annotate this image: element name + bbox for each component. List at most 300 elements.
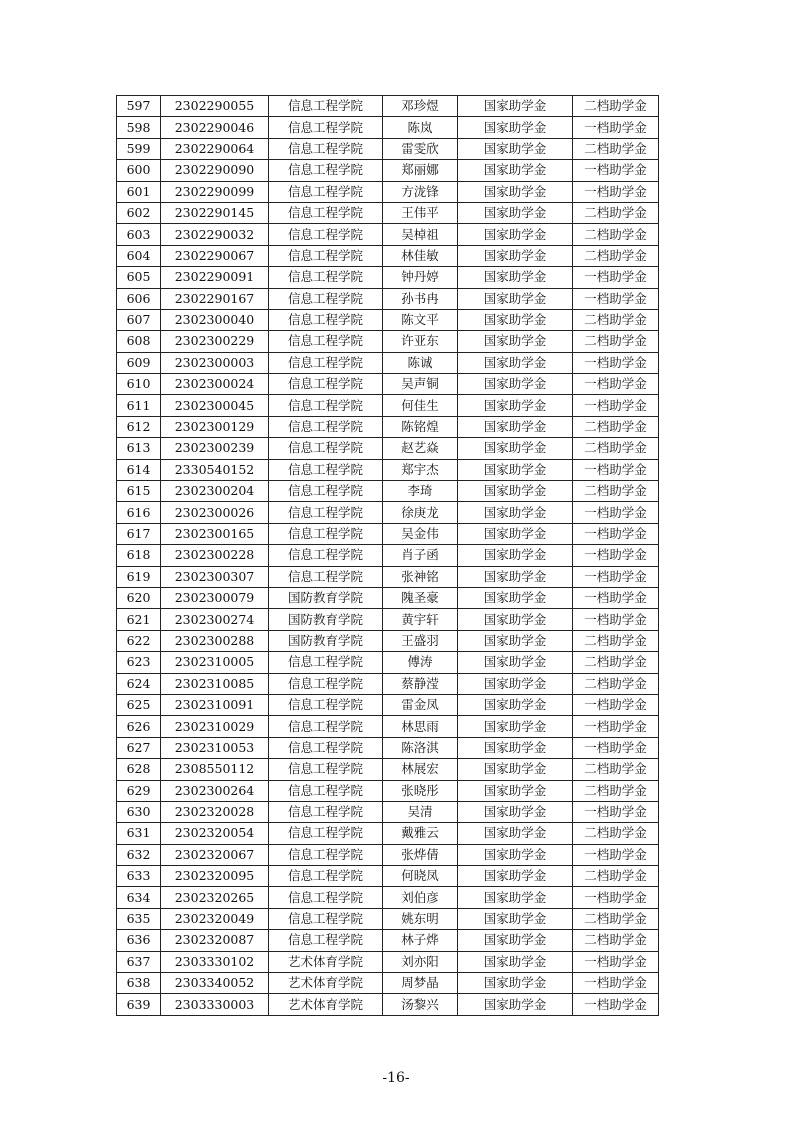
college-cell: 艺术体育学院 bbox=[269, 951, 383, 972]
college-cell: 信息工程学院 bbox=[269, 96, 383, 117]
grant-level-cell: 二档助学金 bbox=[573, 309, 659, 330]
grant-level-cell: 一档助学金 bbox=[573, 545, 659, 566]
student-id-cell: 2302310005 bbox=[161, 652, 269, 673]
grant-type-cell: 国家助学金 bbox=[458, 481, 573, 502]
student-id-cell: 2302300288 bbox=[161, 630, 269, 651]
student-id-cell: 2302300024 bbox=[161, 374, 269, 395]
table-row bbox=[117, 973, 659, 994]
student-id-cell: 2302290091 bbox=[161, 267, 269, 288]
table-row bbox=[117, 716, 659, 737]
table-row bbox=[117, 801, 659, 822]
row-index-cell: 597 bbox=[117, 96, 161, 117]
college-cell: 信息工程学院 bbox=[269, 545, 383, 566]
student-name-cell: 许亚东 bbox=[383, 331, 458, 352]
grant-level-cell: 一档助学金 bbox=[573, 887, 659, 908]
grant-type-cell: 国家助学金 bbox=[458, 224, 573, 245]
row-index-cell: 598 bbox=[117, 117, 161, 138]
grant-level-cell: 一档助学金 bbox=[573, 267, 659, 288]
scholarship-list-table-wrapper bbox=[116, 95, 659, 1016]
grant-type-cell: 国家助学金 bbox=[458, 202, 573, 223]
student-name-cell: 肖子函 bbox=[383, 545, 458, 566]
student-id-cell: 2302290032 bbox=[161, 224, 269, 245]
college-cell: 信息工程学院 bbox=[269, 887, 383, 908]
table-row bbox=[117, 866, 659, 887]
row-index-cell: 635 bbox=[117, 908, 161, 929]
grant-level-cell: 一档助学金 bbox=[573, 395, 659, 416]
table-row bbox=[117, 652, 659, 673]
row-index-cell: 602 bbox=[117, 202, 161, 223]
scholarship-list-table bbox=[116, 95, 659, 1016]
student-id-cell: 2302290064 bbox=[161, 138, 269, 159]
student-name-cell: 吴棹祖 bbox=[383, 224, 458, 245]
college-cell: 信息工程学院 bbox=[269, 930, 383, 951]
student-name-cell: 傅涛 bbox=[383, 652, 458, 673]
student-id-cell: 2302320067 bbox=[161, 844, 269, 865]
row-index-cell: 637 bbox=[117, 951, 161, 972]
college-cell: 信息工程学院 bbox=[269, 673, 383, 694]
student-name-cell: 陈铭煌 bbox=[383, 416, 458, 437]
college-cell: 信息工程学院 bbox=[269, 117, 383, 138]
college-cell: 信息工程学院 bbox=[269, 331, 383, 352]
grant-level-cell: 二档助学金 bbox=[573, 202, 659, 223]
college-cell: 信息工程学院 bbox=[269, 374, 383, 395]
row-index-cell: 615 bbox=[117, 481, 161, 502]
grant-level-cell: 一档助学金 bbox=[573, 374, 659, 395]
grant-level-cell: 二档助学金 bbox=[573, 416, 659, 437]
student-name-cell: 吴金伟 bbox=[383, 523, 458, 544]
row-index-cell: 625 bbox=[117, 694, 161, 715]
row-index-cell: 608 bbox=[117, 331, 161, 352]
student-id-cell: 2302300079 bbox=[161, 587, 269, 608]
student-name-cell: 张烨倩 bbox=[383, 844, 458, 865]
table-row bbox=[117, 994, 659, 1015]
grant-level-cell: 二档助学金 bbox=[573, 673, 659, 694]
row-index-cell: 611 bbox=[117, 395, 161, 416]
row-index-cell: 636 bbox=[117, 930, 161, 951]
student-name-cell: 王盛羽 bbox=[383, 630, 458, 651]
row-index-cell: 633 bbox=[117, 866, 161, 887]
student-name-cell: 郑丽娜 bbox=[383, 160, 458, 181]
student-id-cell: 2302300307 bbox=[161, 566, 269, 587]
student-name-cell: 陈文平 bbox=[383, 309, 458, 330]
student-name-cell: 汤黎兴 bbox=[383, 994, 458, 1015]
row-index-cell: 599 bbox=[117, 138, 161, 159]
student-name-cell: 吴清 bbox=[383, 801, 458, 822]
student-name-cell: 赵艺焱 bbox=[383, 438, 458, 459]
table-row bbox=[117, 673, 659, 694]
student-id-cell: 2302300239 bbox=[161, 438, 269, 459]
student-id-cell: 2302290067 bbox=[161, 245, 269, 266]
grant-type-cell: 国家助学金 bbox=[458, 309, 573, 330]
student-name-cell: 陈岚 bbox=[383, 117, 458, 138]
student-name-cell: 戴雅云 bbox=[383, 823, 458, 844]
grant-level-cell: 二档助学金 bbox=[573, 908, 659, 929]
grant-level-cell: 一档助学金 bbox=[573, 352, 659, 373]
row-index-cell: 626 bbox=[117, 716, 161, 737]
table-row bbox=[117, 759, 659, 780]
student-id-cell: 2302300026 bbox=[161, 502, 269, 523]
grant-level-cell: 一档助学金 bbox=[573, 502, 659, 523]
college-cell: 国防教育学院 bbox=[269, 630, 383, 651]
college-cell: 信息工程学院 bbox=[269, 823, 383, 844]
student-id-cell: 2308550112 bbox=[161, 759, 269, 780]
grant-type-cell: 国家助学金 bbox=[458, 673, 573, 694]
student-id-cell: 2302300165 bbox=[161, 523, 269, 544]
grant-level-cell: 一档助学金 bbox=[573, 716, 659, 737]
grant-type-cell: 国家助学金 bbox=[458, 973, 573, 994]
grant-type-cell: 国家助学金 bbox=[458, 908, 573, 929]
grant-type-cell: 国家助学金 bbox=[458, 887, 573, 908]
table-body bbox=[117, 96, 659, 1016]
student-id-cell: 2302310085 bbox=[161, 673, 269, 694]
grant-type-cell: 国家助学金 bbox=[458, 652, 573, 673]
table-row bbox=[117, 481, 659, 502]
grant-type-cell: 国家助学金 bbox=[458, 523, 573, 544]
college-cell: 信息工程学院 bbox=[269, 759, 383, 780]
row-index-cell: 607 bbox=[117, 309, 161, 330]
table-row bbox=[117, 844, 659, 865]
college-cell: 信息工程学院 bbox=[269, 844, 383, 865]
row-index-cell: 603 bbox=[117, 224, 161, 245]
table-row bbox=[117, 438, 659, 459]
row-index-cell: 616 bbox=[117, 502, 161, 523]
grant-level-cell: 二档助学金 bbox=[573, 759, 659, 780]
table-row bbox=[117, 96, 659, 117]
student-id-cell: 2302310053 bbox=[161, 737, 269, 758]
table-row bbox=[117, 309, 659, 330]
grant-type-cell: 国家助学金 bbox=[458, 951, 573, 972]
row-index-cell: 630 bbox=[117, 801, 161, 822]
row-index-cell: 624 bbox=[117, 673, 161, 694]
row-index-cell: 614 bbox=[117, 459, 161, 480]
student-name-cell: 何晓凤 bbox=[383, 866, 458, 887]
grant-level-cell: 二档助学金 bbox=[573, 652, 659, 673]
student-id-cell: 2303330102 bbox=[161, 951, 269, 972]
row-index-cell: 632 bbox=[117, 844, 161, 865]
student-name-cell: 吴声铜 bbox=[383, 374, 458, 395]
student-id-cell: 2303340052 bbox=[161, 973, 269, 994]
college-cell: 信息工程学院 bbox=[269, 459, 383, 480]
row-index-cell: 617 bbox=[117, 523, 161, 544]
college-cell: 信息工程学院 bbox=[269, 202, 383, 223]
grant-type-cell: 国家助学金 bbox=[458, 374, 573, 395]
grant-type-cell: 国家助学金 bbox=[458, 759, 573, 780]
grant-level-cell: 二档助学金 bbox=[573, 245, 659, 266]
student-id-cell: 2302290099 bbox=[161, 181, 269, 202]
table-row bbox=[117, 267, 659, 288]
grant-type-cell: 国家助学金 bbox=[458, 737, 573, 758]
grant-type-cell: 国家助学金 bbox=[458, 866, 573, 887]
student-id-cell: 2330540152 bbox=[161, 459, 269, 480]
student-name-cell: 林子烨 bbox=[383, 930, 458, 951]
college-cell: 国防教育学院 bbox=[269, 609, 383, 630]
college-cell: 信息工程学院 bbox=[269, 181, 383, 202]
row-index-cell: 620 bbox=[117, 587, 161, 608]
student-name-cell: 周梦晶 bbox=[383, 973, 458, 994]
row-index-cell: 613 bbox=[117, 438, 161, 459]
student-name-cell: 邓珍煜 bbox=[383, 96, 458, 117]
grant-type-cell: 国家助学金 bbox=[458, 331, 573, 352]
grant-type-cell: 国家助学金 bbox=[458, 352, 573, 373]
table-row bbox=[117, 502, 659, 523]
row-index-cell: 634 bbox=[117, 887, 161, 908]
table-row bbox=[117, 374, 659, 395]
student-id-cell: 2302320049 bbox=[161, 908, 269, 929]
table-row bbox=[117, 117, 659, 138]
college-cell: 信息工程学院 bbox=[269, 267, 383, 288]
grant-type-cell: 国家助学金 bbox=[458, 609, 573, 630]
table-row bbox=[117, 737, 659, 758]
table-row bbox=[117, 930, 659, 951]
row-index-cell: 604 bbox=[117, 245, 161, 266]
college-cell: 信息工程学院 bbox=[269, 694, 383, 715]
student-id-cell: 2302300228 bbox=[161, 545, 269, 566]
student-name-cell: 刘亦阳 bbox=[383, 951, 458, 972]
row-index-cell: 629 bbox=[117, 780, 161, 801]
grant-type-cell: 国家助学金 bbox=[458, 395, 573, 416]
student-id-cell: 2302300274 bbox=[161, 609, 269, 630]
student-id-cell: 2303330003 bbox=[161, 994, 269, 1015]
student-name-cell: 雷金凤 bbox=[383, 694, 458, 715]
college-cell: 信息工程学院 bbox=[269, 737, 383, 758]
student-id-cell: 2302290055 bbox=[161, 96, 269, 117]
grant-level-cell: 二档助学金 bbox=[573, 630, 659, 651]
college-cell: 信息工程学院 bbox=[269, 523, 383, 544]
table-row bbox=[117, 160, 659, 181]
student-id-cell: 2302320265 bbox=[161, 887, 269, 908]
table-row bbox=[117, 352, 659, 373]
page-number: -16- bbox=[382, 1070, 410, 1086]
grant-type-cell: 国家助学金 bbox=[458, 630, 573, 651]
college-cell: 信息工程学院 bbox=[269, 352, 383, 373]
row-index-cell: 622 bbox=[117, 630, 161, 651]
table-row bbox=[117, 331, 659, 352]
college-cell: 信息工程学院 bbox=[269, 780, 383, 801]
grant-type-cell: 国家助学金 bbox=[458, 694, 573, 715]
student-id-cell: 2302290167 bbox=[161, 288, 269, 309]
grant-level-cell: 一档助学金 bbox=[573, 566, 659, 587]
student-name-cell: 郑宇杰 bbox=[383, 459, 458, 480]
table-row bbox=[117, 224, 659, 245]
row-index-cell: 619 bbox=[117, 566, 161, 587]
student-id-cell: 2302320095 bbox=[161, 866, 269, 887]
student-name-cell: 刘伯彦 bbox=[383, 887, 458, 908]
row-index-cell: 623 bbox=[117, 652, 161, 673]
student-id-cell: 2302310091 bbox=[161, 694, 269, 715]
college-cell: 信息工程学院 bbox=[269, 416, 383, 437]
table-row bbox=[117, 887, 659, 908]
student-id-cell: 2302300129 bbox=[161, 416, 269, 437]
row-index-cell: 638 bbox=[117, 973, 161, 994]
grant-type-cell: 国家助学金 bbox=[458, 267, 573, 288]
row-index-cell: 639 bbox=[117, 994, 161, 1015]
grant-type-cell: 国家助学金 bbox=[458, 566, 573, 587]
grant-level-cell: 一档助学金 bbox=[573, 994, 659, 1015]
student-name-cell: 林思雨 bbox=[383, 716, 458, 737]
row-index-cell: 628 bbox=[117, 759, 161, 780]
row-index-cell: 627 bbox=[117, 737, 161, 758]
grant-type-cell: 国家助学金 bbox=[458, 545, 573, 566]
grant-level-cell: 一档助学金 bbox=[573, 160, 659, 181]
grant-level-cell: 一档助学金 bbox=[573, 694, 659, 715]
grant-level-cell: 二档助学金 bbox=[573, 96, 659, 117]
college-cell: 信息工程学院 bbox=[269, 502, 383, 523]
table-row bbox=[117, 545, 659, 566]
college-cell: 信息工程学院 bbox=[269, 801, 383, 822]
grant-level-cell: 一档助学金 bbox=[573, 951, 659, 972]
grant-type-cell: 国家助学金 bbox=[458, 416, 573, 437]
table-row bbox=[117, 630, 659, 651]
table-row bbox=[117, 609, 659, 630]
table-row bbox=[117, 181, 659, 202]
college-cell: 信息工程学院 bbox=[269, 652, 383, 673]
table-row bbox=[117, 587, 659, 608]
college-cell: 信息工程学院 bbox=[269, 395, 383, 416]
student-name-cell: 王伟平 bbox=[383, 202, 458, 223]
student-id-cell: 2302290090 bbox=[161, 160, 269, 181]
grant-type-cell: 国家助学金 bbox=[458, 160, 573, 181]
student-id-cell: 2302310029 bbox=[161, 716, 269, 737]
student-name-cell: 孙书冉 bbox=[383, 288, 458, 309]
table-row bbox=[117, 416, 659, 437]
student-name-cell: 林佳敏 bbox=[383, 245, 458, 266]
grant-level-cell: 一档助学金 bbox=[573, 737, 659, 758]
grant-level-cell: 二档助学金 bbox=[573, 438, 659, 459]
student-id-cell: 2302320028 bbox=[161, 801, 269, 822]
grant-level-cell: 一档助学金 bbox=[573, 973, 659, 994]
student-name-cell: 何佳生 bbox=[383, 395, 458, 416]
table-row bbox=[117, 780, 659, 801]
grant-level-cell: 二档助学金 bbox=[573, 331, 659, 352]
grant-type-cell: 国家助学金 bbox=[458, 502, 573, 523]
college-cell: 艺术体育学院 bbox=[269, 994, 383, 1015]
grant-level-cell: 一档助学金 bbox=[573, 288, 659, 309]
student-id-cell: 2302300045 bbox=[161, 395, 269, 416]
student-id-cell: 2302290145 bbox=[161, 202, 269, 223]
grant-type-cell: 国家助学金 bbox=[458, 930, 573, 951]
grant-type-cell: 国家助学金 bbox=[458, 138, 573, 159]
grant-type-cell: 国家助学金 bbox=[458, 844, 573, 865]
grant-type-cell: 国家助学金 bbox=[458, 117, 573, 138]
college-cell: 信息工程学院 bbox=[269, 438, 383, 459]
student-name-cell: 李琦 bbox=[383, 481, 458, 502]
table-row bbox=[117, 202, 659, 223]
grant-level-cell: 二档助学金 bbox=[573, 823, 659, 844]
row-index-cell: 631 bbox=[117, 823, 161, 844]
grant-type-cell: 国家助学金 bbox=[458, 96, 573, 117]
college-cell: 信息工程学院 bbox=[269, 716, 383, 737]
student-id-cell: 2302300003 bbox=[161, 352, 269, 373]
table-row bbox=[117, 908, 659, 929]
table-row bbox=[117, 566, 659, 587]
row-index-cell: 621 bbox=[117, 609, 161, 630]
table-row bbox=[117, 694, 659, 715]
grant-type-cell: 国家助学金 bbox=[458, 288, 573, 309]
college-cell: 信息工程学院 bbox=[269, 866, 383, 887]
grant-level-cell: 一档助学金 bbox=[573, 587, 659, 608]
grant-type-cell: 国家助学金 bbox=[458, 716, 573, 737]
grant-type-cell: 国家助学金 bbox=[458, 801, 573, 822]
grant-type-cell: 国家助学金 bbox=[458, 587, 573, 608]
table-row bbox=[117, 138, 659, 159]
student-name-cell: 张神铭 bbox=[383, 566, 458, 587]
student-name-cell: 张晓彤 bbox=[383, 780, 458, 801]
grant-type-cell: 国家助学金 bbox=[458, 438, 573, 459]
student-name-cell: 方泷锋 bbox=[383, 181, 458, 202]
student-id-cell: 2302300204 bbox=[161, 481, 269, 502]
grant-level-cell: 二档助学金 bbox=[573, 930, 659, 951]
student-name-cell: 隗圣豪 bbox=[383, 587, 458, 608]
table-row bbox=[117, 823, 659, 844]
table-row bbox=[117, 523, 659, 544]
grant-level-cell: 二档助学金 bbox=[573, 138, 659, 159]
row-index-cell: 606 bbox=[117, 288, 161, 309]
table-row bbox=[117, 459, 659, 480]
grant-type-cell: 国家助学金 bbox=[458, 994, 573, 1015]
student-name-cell: 徐庚龙 bbox=[383, 502, 458, 523]
college-cell: 信息工程学院 bbox=[269, 566, 383, 587]
table-row bbox=[117, 245, 659, 266]
student-id-cell: 2302290046 bbox=[161, 117, 269, 138]
student-id-cell: 2302320087 bbox=[161, 930, 269, 951]
row-index-cell: 605 bbox=[117, 267, 161, 288]
table-row bbox=[117, 395, 659, 416]
student-name-cell: 陈洛淇 bbox=[383, 737, 458, 758]
college-cell: 信息工程学院 bbox=[269, 160, 383, 181]
college-cell: 信息工程学院 bbox=[269, 224, 383, 245]
grant-level-cell: 一档助学金 bbox=[573, 801, 659, 822]
college-cell: 信息工程学院 bbox=[269, 245, 383, 266]
grant-level-cell: 一档助学金 bbox=[573, 117, 659, 138]
table-row bbox=[117, 951, 659, 972]
student-id-cell: 2302300264 bbox=[161, 780, 269, 801]
college-cell: 信息工程学院 bbox=[269, 138, 383, 159]
grant-type-cell: 国家助学金 bbox=[458, 823, 573, 844]
grant-level-cell: 二档助学金 bbox=[573, 481, 659, 502]
grant-level-cell: 一档助学金 bbox=[573, 609, 659, 630]
row-index-cell: 612 bbox=[117, 416, 161, 437]
student-name-cell: 雷雯欣 bbox=[383, 138, 458, 159]
grant-level-cell: 二档助学金 bbox=[573, 866, 659, 887]
row-index-cell: 600 bbox=[117, 160, 161, 181]
grant-level-cell: 一档助学金 bbox=[573, 181, 659, 202]
college-cell: 信息工程学院 bbox=[269, 481, 383, 502]
grant-level-cell: 一档助学金 bbox=[573, 523, 659, 544]
row-index-cell: 601 bbox=[117, 181, 161, 202]
college-cell: 信息工程学院 bbox=[269, 309, 383, 330]
grant-level-cell: 一档助学金 bbox=[573, 459, 659, 480]
grant-level-cell: 一档助学金 bbox=[573, 844, 659, 865]
student-id-cell: 2302320054 bbox=[161, 823, 269, 844]
grant-type-cell: 国家助学金 bbox=[458, 459, 573, 480]
grant-level-cell: 二档助学金 bbox=[573, 224, 659, 245]
college-cell: 信息工程学院 bbox=[269, 908, 383, 929]
student-name-cell: 陈诚 bbox=[383, 352, 458, 373]
row-index-cell: 610 bbox=[117, 374, 161, 395]
grant-type-cell: 国家助学金 bbox=[458, 181, 573, 202]
student-name-cell: 姚东明 bbox=[383, 908, 458, 929]
college-cell: 艺术体育学院 bbox=[269, 973, 383, 994]
college-cell: 信息工程学院 bbox=[269, 288, 383, 309]
student-name-cell: 蔡静滢 bbox=[383, 673, 458, 694]
student-name-cell: 林展宏 bbox=[383, 759, 458, 780]
grant-type-cell: 国家助学金 bbox=[458, 780, 573, 801]
student-id-cell: 2302300229 bbox=[161, 331, 269, 352]
grant-level-cell: 二档助学金 bbox=[573, 780, 659, 801]
student-name-cell: 钟丹婷 bbox=[383, 267, 458, 288]
student-id-cell: 2302300040 bbox=[161, 309, 269, 330]
grant-type-cell: 国家助学金 bbox=[458, 245, 573, 266]
